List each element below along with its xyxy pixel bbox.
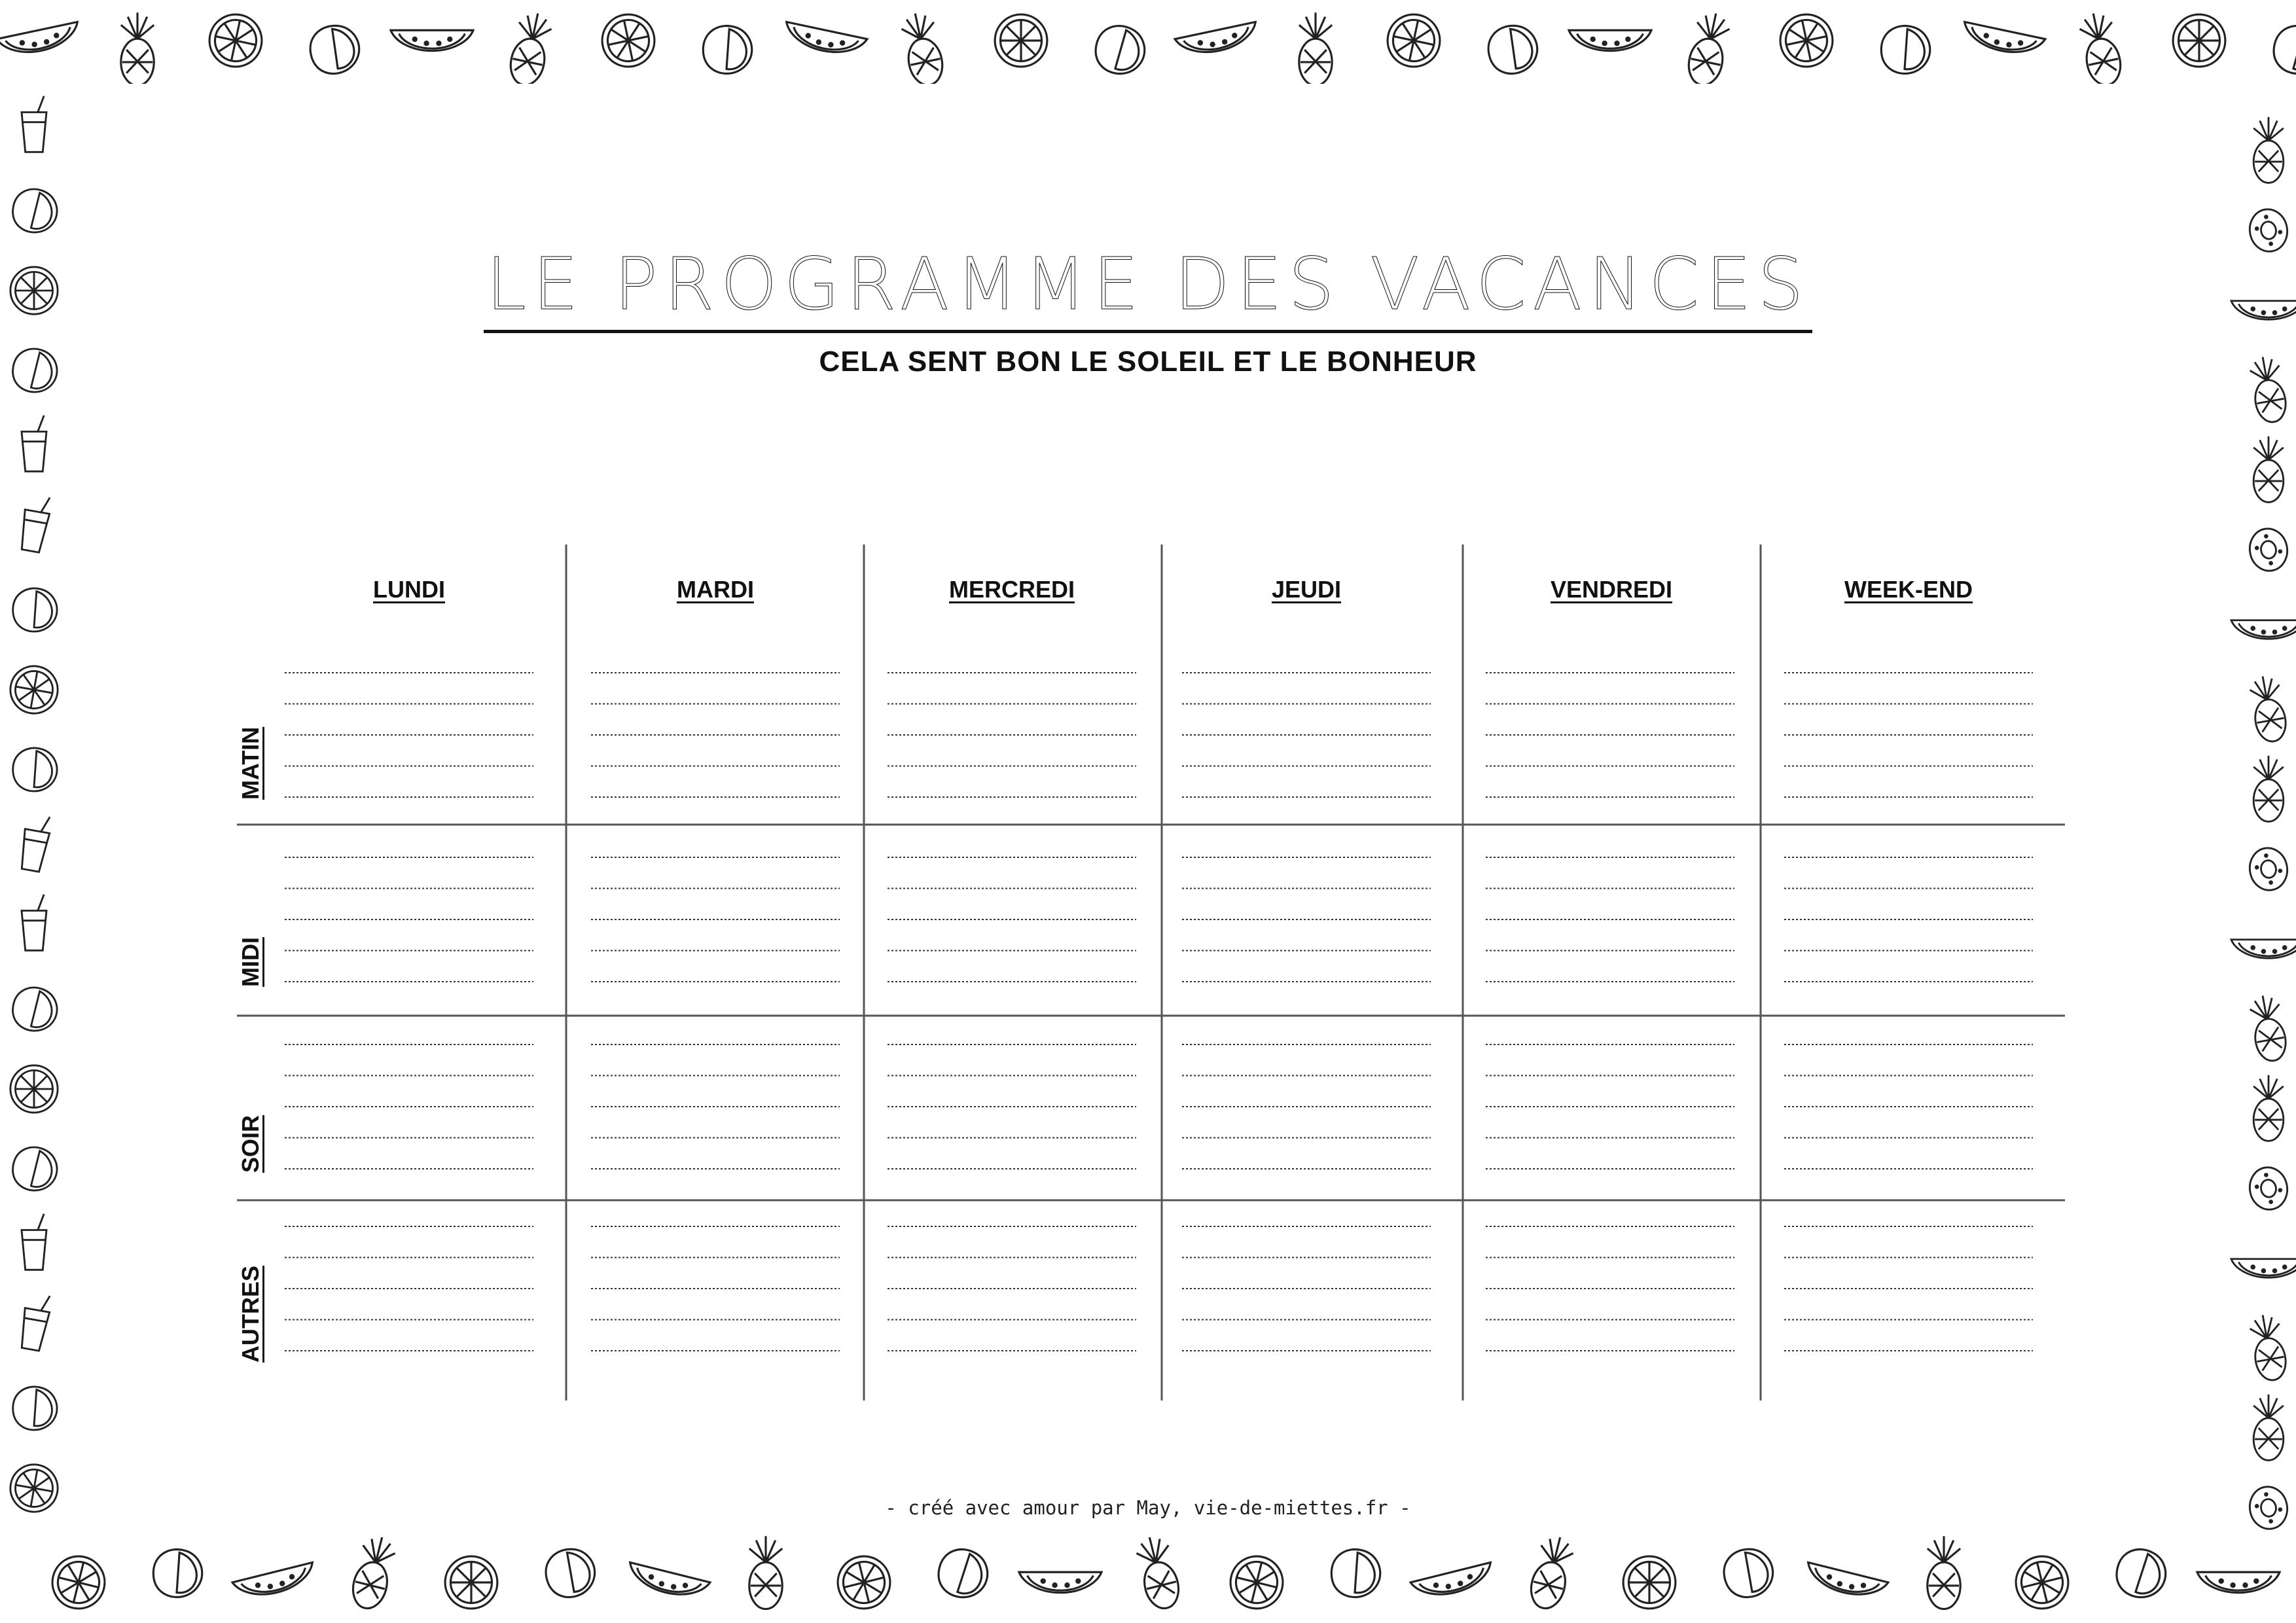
period-label-midi: MIDI	[237, 937, 264, 987]
period-label-matin: MATIN	[237, 726, 264, 800]
footer-credit: - créé avec amour par May, vie-de-miettes.fr -	[885, 1497, 1411, 1519]
day-label-week-end: WEEK-END	[1844, 576, 1973, 603]
period-label-autres: AUTRES	[237, 1265, 264, 1363]
page-title-text: LE PROGRAMME DES VACANCES	[484, 242, 1813, 333]
day-label-mercredi: MERCREDI	[948, 576, 1075, 603]
day-label-lundi: LUNDI	[373, 576, 445, 603]
day-label-vendredi: VENDREDI	[1550, 576, 1673, 603]
page-subtitle: CELA SENT BON LE SOLEIL ET LE BONHEUR	[819, 346, 1477, 378]
day-label-mardi: MARDI	[677, 576, 754, 603]
period-label-soir: SOIR	[237, 1115, 264, 1173]
day-label-jeudi: JEUDI	[1271, 576, 1342, 603]
